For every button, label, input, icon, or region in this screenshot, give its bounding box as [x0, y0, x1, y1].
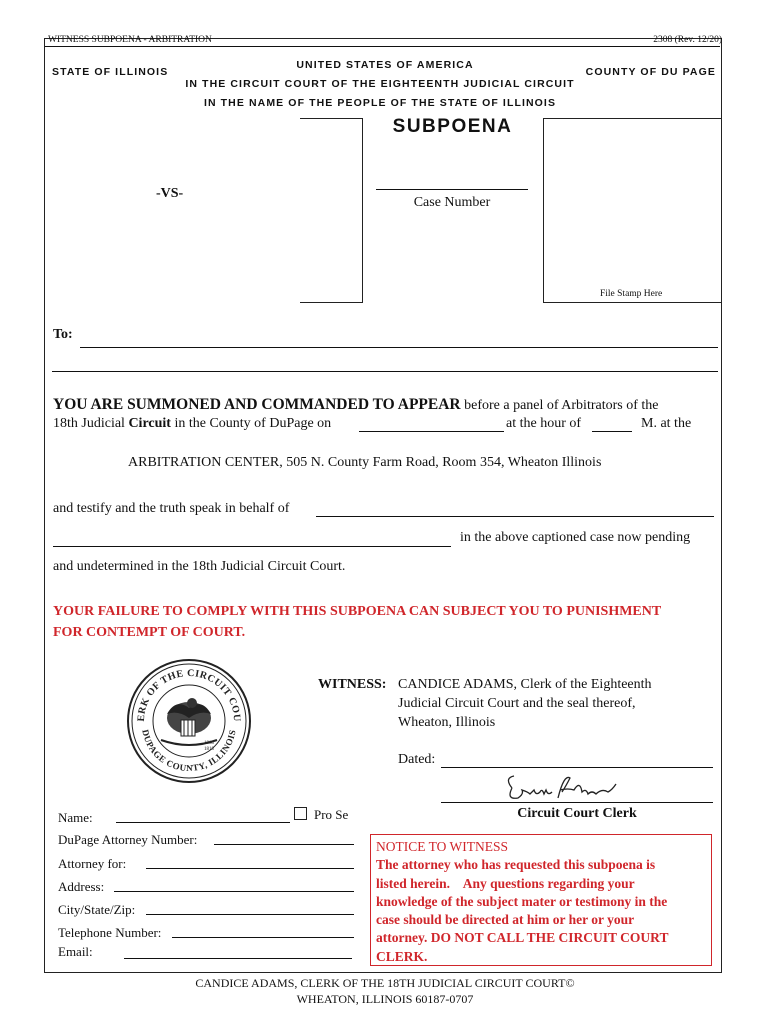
case-number-line[interactable]: [376, 189, 528, 190]
notice-line-5: attorney. DO NOT CALL THE CIRCUIT COURT: [376, 930, 669, 946]
form-number: 2308 (Rev. 12/20): [653, 35, 722, 45]
seal-year-right: 1818: [204, 747, 214, 752]
header-rule: [45, 46, 720, 47]
court-seal: [126, 658, 252, 784]
telephone-line[interactable]: [172, 937, 354, 938]
undetermined-label: and undetermined in the 18th Judicial Circuit Court.: [53, 559, 346, 574]
pending-label: in the above captioned case now pending: [460, 530, 691, 545]
summons-line-1: [53, 396, 658, 414]
warning-line-2: FOR CONTEMPT OF COURT.: [53, 625, 246, 640]
footer-line-2: WHEATON, ILLINOIS 60187-0707: [296, 992, 474, 1006]
to-line-2[interactable]: [52, 371, 718, 372]
county-label: COUNTY OF DU PAGE: [585, 66, 716, 78]
name-label: Name:: [58, 810, 93, 825]
to-line-1[interactable]: [80, 347, 718, 348]
dupage-attorney-number-label: DuPage Attorney Number:: [58, 832, 198, 847]
caption-bracket-right: [543, 118, 721, 303]
summons-line2-b: in the County of DuPage on: [170, 416, 332, 431]
witness-line-3: Wheaton, Illinois: [398, 715, 496, 730]
footer-line-1: CANDICE ADAMS, CLERK OF THE 18TH JUDICIAL CIRCUIT COURT©: [195, 976, 575, 990]
summons-bold-lead: YOU ARE SUMMONED AND COMMANDED TO APPEAR: [53, 396, 461, 413]
at-hour-label: at the hour of: [506, 416, 582, 431]
seal-bottom-text: DUPAGE COUNTY, ILLINOIS: [140, 728, 238, 774]
summons-circuit-bold: Circuit: [128, 416, 171, 431]
caption-bracket-left: [300, 118, 363, 303]
summons-lead-rest: before a panel of Arbitrators of the: [460, 398, 659, 413]
summons-line-2: [53, 416, 331, 432]
attorney-for-label: Attorney for:: [58, 856, 127, 871]
notice-title: NOTICE TO WITNESS: [376, 839, 509, 854]
vs-label: -VS-: [156, 186, 184, 201]
clerk-title: Circuit Court Clerk: [517, 806, 637, 821]
city-state-zip-label: City/State/Zip:: [58, 902, 136, 917]
dupage-attorney-number-line[interactable]: [214, 844, 354, 845]
m-at-the-label: M. at the: [641, 416, 692, 431]
address-label: Address:: [58, 879, 105, 894]
pro-se-checkbox[interactable]: [294, 807, 307, 820]
notice-line-3: knowledge of the subject mater or testimony in the: [376, 893, 668, 909]
attorney-for-line[interactable]: [146, 868, 354, 869]
file-stamp-label: File Stamp Here: [600, 289, 663, 299]
pro-se-label: Pro Se: [314, 807, 349, 822]
seal-top-text: ERK OF THE CIRCUIT COU: [135, 667, 243, 723]
witness-label: WITNESS:: [318, 677, 387, 692]
witness-line-2: Judicial Circuit Court and the seal thereof,: [398, 696, 636, 711]
appear-hour-line[interactable]: [592, 431, 632, 432]
country-label: UNITED STATES OF AMERICA: [296, 59, 474, 71]
dated-line[interactable]: [441, 767, 713, 768]
document-title: SUBPOENA: [392, 116, 513, 137]
arbitration-location: ARBITRATION CENTER, 505 N. County Farm Road, Room 354, Wheaton Illinois: [128, 455, 602, 470]
signature-line[interactable]: [441, 802, 713, 803]
witness-line-1: CANDICE ADAMS, Clerk of the Eighteenth: [398, 677, 652, 692]
court-label: IN THE CIRCUIT COURT OF THE EIGHTEENTH JUDICIAL CIRCUIT: [185, 78, 575, 90]
notice-line-2: listed herein. Any questions regarding your: [376, 875, 635, 891]
email-label: Email:: [58, 944, 93, 959]
appear-date-line[interactable]: [359, 431, 504, 432]
party-line[interactable]: [53, 546, 451, 547]
clerk-signature: [500, 770, 620, 806]
case-number-label: Case Number: [413, 195, 491, 210]
eagle-emblem-icon: [161, 698, 217, 745]
behalf-of-line[interactable]: [316, 516, 714, 517]
form-title: WITNESS SUBPOENA - ARBITRATION: [48, 35, 212, 45]
notice-line-4: case should be directed at him or her or your: [376, 912, 635, 928]
telephone-label: Telephone Number:: [58, 925, 162, 940]
city-state-zip-line[interactable]: [146, 914, 354, 915]
seal-year-left: 1868: [204, 741, 214, 746]
email-line[interactable]: [124, 958, 352, 959]
warning-line-1: YOUR FAILURE TO COMPLY WITH THIS SUBPOENA CAN SUBJECT YOU TO PUNISHMENT: [53, 604, 662, 619]
notice-line-1: The attorney who has requested this subpoena is: [376, 857, 656, 873]
testify-label: and testify and the truth speak in behalf of: [53, 501, 290, 516]
people-label: IN THE NAME OF THE PEOPLE OF THE STATE OF ILLINOIS: [203, 97, 557, 109]
notice-line-6: CLERK.: [376, 948, 428, 964]
summons-line2-a: 18th Judicial: [53, 416, 129, 431]
address-line[interactable]: [114, 891, 354, 892]
name-line[interactable]: [116, 822, 290, 823]
to-label: To:: [53, 327, 73, 342]
notice-box: [370, 834, 712, 966]
state-label: STATE OF ILLINOIS: [52, 66, 169, 78]
dated-label: Dated:: [398, 752, 436, 767]
